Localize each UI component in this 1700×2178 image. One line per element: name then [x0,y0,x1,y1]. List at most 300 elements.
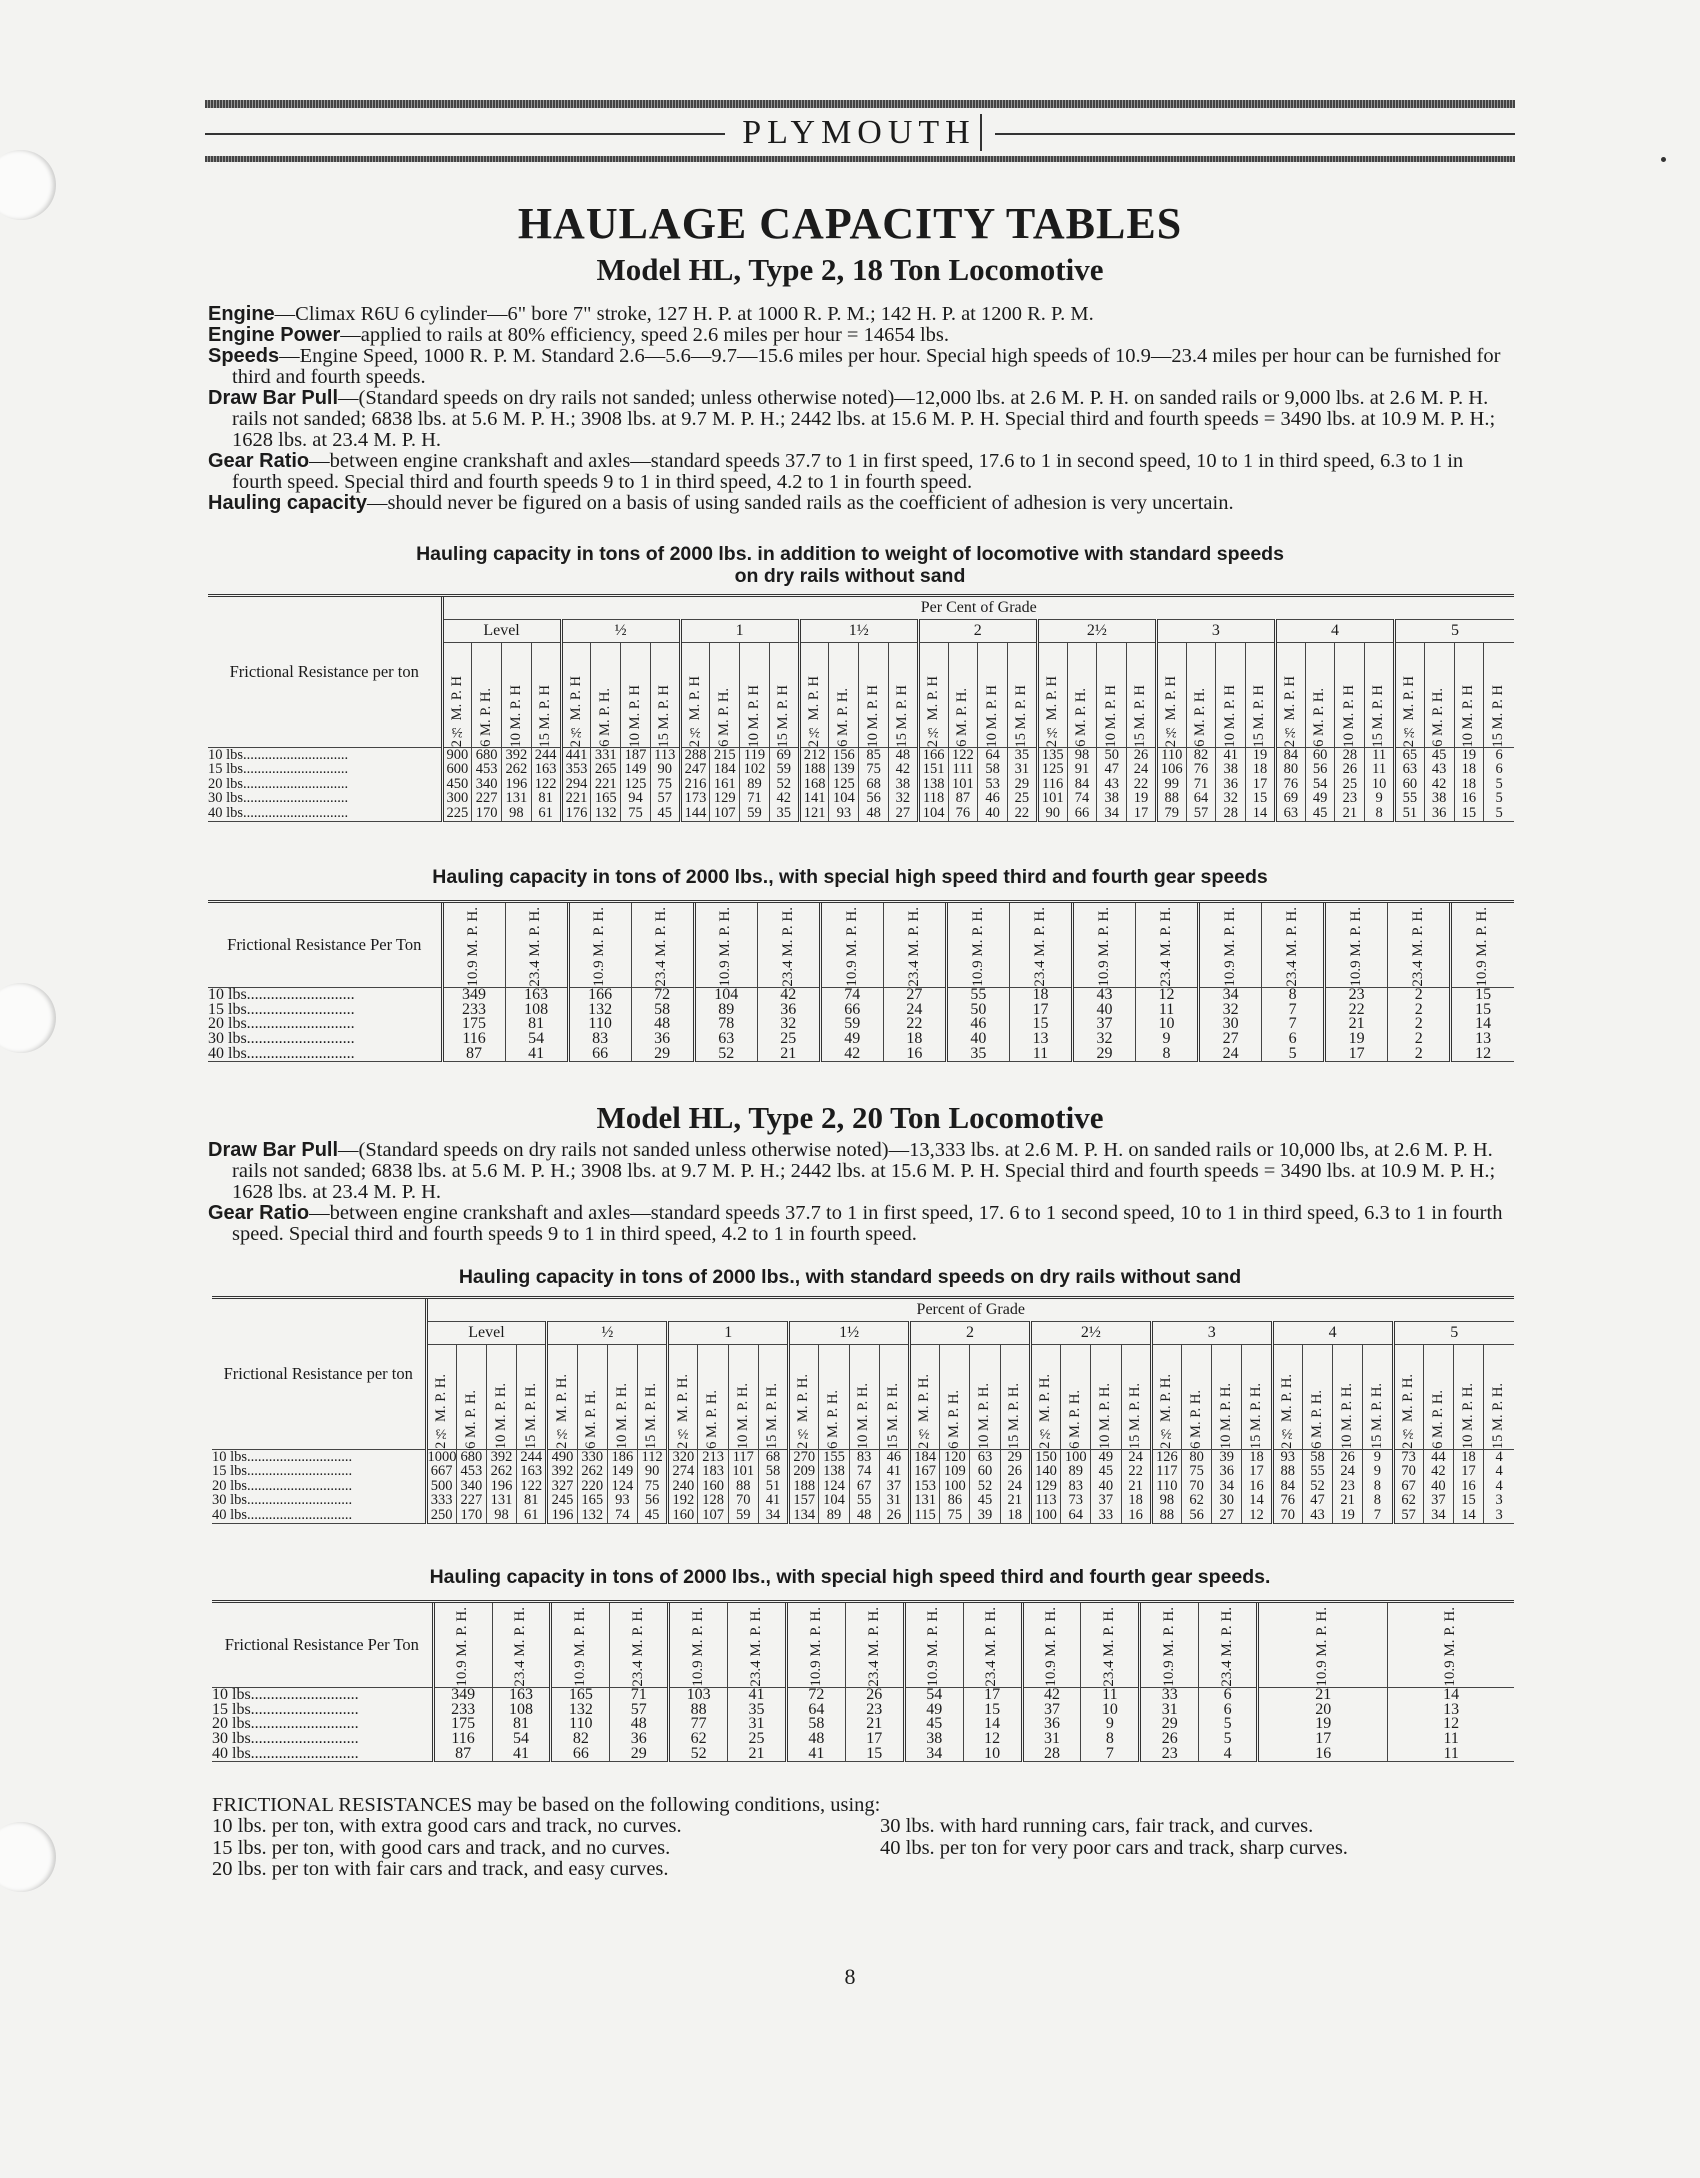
row-label: 30 lbs........................... [208,1030,355,1048]
table-cell: 19 [1325,1032,1388,1047]
table-cell: 16 [1242,1479,1272,1494]
table-cell: 6 [1199,1703,1258,1718]
table-cell: 188 [789,1479,819,1494]
table-cell: 170 [456,1508,486,1523]
table-cell: 36 [1212,1465,1242,1480]
table-cell: 83 [568,1032,631,1047]
table-cell: 46 [946,1017,1009,1032]
table-cell: 331 [591,748,621,763]
speed-header: 15 M. P. H. [758,1345,788,1450]
table-cell: 49 [820,1032,883,1047]
table-cell: 59 [820,1017,883,1032]
table-cell: 25 [1335,777,1365,792]
table-cell: 144 [680,806,710,821]
brand-name: PLYMOUTH [738,114,982,151]
table-cell: 600 [442,763,472,778]
table-cell: 149 [607,1465,637,1480]
table-cell: 10 [963,1746,1022,1761]
spec-paragraph [208,346,1514,388]
table-cell: 87 [442,1046,505,1061]
table-cell: 9 [1136,1032,1199,1047]
section-title: Model HL, Type 2, 18 Ton Locomotive [596,252,1104,287]
table-cell: 262 [502,763,532,778]
spec-label: Speeds [208,345,280,367]
table-cell: 89 [819,1508,849,1523]
table-cell: 74 [1067,792,1097,807]
table-cell: 26 [1127,748,1157,763]
table-cell: 76 [1186,763,1216,778]
table-cell: 680 [472,748,502,763]
table-cell: 21 [845,1717,904,1732]
table-cell: 42 [757,988,820,1003]
table-cell: 42 [888,763,918,778]
table-cell: 186 [607,1450,637,1465]
table-cell: 6 [1262,1032,1325,1047]
table-cell: 100 [1030,1508,1060,1523]
table-cell: 74 [849,1465,879,1480]
speed-header: 23.4 M. P. H. [1388,902,1451,988]
table-cell: 117 [1151,1465,1181,1480]
table-cell: 74 [820,988,883,1003]
table-cell: 35 [769,806,799,821]
table-cell: 75 [859,763,889,778]
speed-header: 10.9 M. P. H. [1199,902,1262,988]
table-cell: 59 [740,806,770,821]
page-number: 8 [844,1964,856,1989]
table-cell: 327 [547,1479,577,1494]
row-label: 10 lbs............................. [212,1450,426,1465]
table-cell: 29 [1000,1450,1030,1465]
table-cell: 19 [1127,792,1157,807]
table-cell: 83 [849,1450,879,1465]
table-cell: 13 [1009,1032,1072,1047]
table-cell: 109 [940,1465,970,1480]
speed-header: 23.4 M. P. H. [1081,1602,1140,1688]
speed-header: 23.4 M. P. H. [492,1602,551,1688]
table-cell: 490 [547,1450,577,1465]
table-row [212,1746,1514,1761]
table-cell: 294 [561,777,591,792]
table-cell: 135 [1037,748,1067,763]
spec-paragraphs [208,1140,1514,1245]
leader-dots: .......................... [254,1730,359,1748]
speed-header: 10.9 M. P. H. [568,902,631,988]
speed-header: 6 M. P. H. [698,1345,728,1450]
table-cell: 59 [769,763,799,778]
table-cell: 70 [728,1494,758,1509]
table-cell: 45 [970,1494,1000,1509]
table-cell: 192 [668,1494,698,1509]
table-cell: 64 [1186,792,1216,807]
table-cell: 12 [963,1732,1022,1747]
speed-header: 6 M. P. H. [1305,643,1335,748]
table-cell: 25 [1008,792,1038,807]
table-cell: 38 [1216,763,1246,778]
table-cell: 22 [1121,1465,1151,1480]
table-cell: 22 [1127,777,1157,792]
table-cell: 353 [561,763,591,778]
table-cell: 667 [426,1465,456,1480]
table-cell: 58 [1302,1450,1332,1465]
table-caption: Hauling capacity in tons of 2000 lbs., with special high speed third and fourth gear speeds [432,866,1268,888]
table-cell: 25 [728,1732,787,1747]
table-cell: 39 [1212,1450,1242,1465]
table-row [208,1046,1514,1061]
table-cell: 81 [505,1017,568,1032]
table-cell: 170 [472,806,502,821]
table-cell: 20 [1258,1703,1388,1718]
table-cell: 7 [1363,1508,1393,1523]
table-cell: 104 [829,792,859,807]
table-cell: 73 [1393,1450,1423,1465]
speed-header: 23.4 M. P. H. [1262,902,1325,988]
speed-header: 15 M. P. H. [1121,1345,1151,1450]
table-cell: 121 [799,806,829,821]
table-cell: 26 [845,1688,904,1703]
table-cell: 392 [502,748,532,763]
table-cell: 63 [1395,763,1425,778]
speed-header: 23.4 M. P. H. [1199,1602,1258,1688]
table-cell: 2 [1388,988,1451,1003]
row-label: 20 lbs........................... [212,1715,359,1733]
leader-dots: ............................ [250,1492,353,1509]
table-cell: 265 [591,763,621,778]
table-cell: 44 [1423,1450,1453,1465]
table-cell: 27 [888,806,918,821]
speed-header: 6 M. P. H. [1424,643,1454,748]
table-cell: 66 [568,1046,631,1061]
speed-header: 2⅔ M. P. H. [1272,1345,1302,1450]
table-cell: 38 [904,1732,963,1747]
table-cell: 64 [1061,1508,1091,1523]
table-cell: 160 [668,1508,698,1523]
speed-header: 15 M. P. H. [1363,1345,1393,1450]
speed-header: 2⅔ M. P. H. [1393,1345,1423,1450]
grade-label: 1½ [789,1322,910,1345]
table-cell: 61 [531,806,561,821]
table-cell: 9 [1365,792,1395,807]
table-cell: 104 [694,988,757,1003]
table-cell: 28 [1216,806,1246,821]
table-cell: 58 [758,1465,788,1480]
speed-header: 2⅔ M. P. H [680,643,710,748]
table-cell: 70 [1272,1508,1302,1523]
table-cell: 9 [1363,1450,1393,1465]
table-cell: 22 [1008,806,1038,821]
table-cell: 94 [621,792,651,807]
grade-label: 5 [1395,620,1515,643]
table-cell: 7 [1081,1746,1140,1761]
table-cell: 35 [946,1046,1009,1061]
table-cell: 37 [879,1479,909,1494]
speed-header: 23.4 M. P. H. [728,1602,787,1688]
table-cell: 5 [1484,777,1514,792]
table-cell: 88 [1151,1508,1181,1523]
table-cell: 18 [1454,763,1484,778]
table-cell: 12 [1451,1046,1514,1061]
table-cell: 240 [668,1479,698,1494]
table-cell: 22 [883,1017,946,1032]
row-label: 15 lbs............................. [212,1463,353,1480]
table-cell: 12 [1388,1717,1514,1732]
table-cell: 16 [1258,1746,1388,1761]
speed-header: 10 M. P. H [740,643,770,748]
table-cell: 184 [910,1450,940,1465]
condition-line: 15 lbs. per ton, with good cars and track, and no curves. [212,1836,671,1859]
table-cell: 500 [426,1479,456,1494]
leader-dots: .......................... [254,1700,359,1718]
speed-header: 10.9 M. P. H. [433,1602,492,1688]
table-cell: 14 [1246,806,1276,821]
speed-header: 2⅔ M. P. H [918,643,948,748]
table-cell: 41 [1216,748,1246,763]
table-cell: 2 [1388,1017,1451,1032]
table-cell: 88 [1156,792,1186,807]
table-cell: 9 [1363,1465,1393,1480]
speed-header: 15 M. P. H. [638,1345,668,1450]
haulage-table-standard-20t [212,1296,1514,1524]
table-cell: 27 [1212,1508,1242,1523]
table-cell: 4 [1484,1450,1514,1465]
grade-label: ½ [561,620,680,643]
speed-header: 10 M. P. H [621,643,651,748]
table-cell: 74 [607,1508,637,1523]
table-cell: 220 [577,1479,607,1494]
table-cell: 67 [849,1479,879,1494]
speed-header: 6 M. P. H. [819,1345,849,1450]
speed-header: 6 M. P. H. [1067,643,1097,748]
table-row [208,1017,1514,1032]
table-cell: 108 [505,1003,568,1018]
table-cell: 28 [1022,1746,1081,1761]
spec-text: —applied to rails at 80% efficiency, speed 2.6 miles per hour = 14654 lbs. [340,324,950,346]
condition-line: 30 lbs. with hard running cars, fair track, and curves. [880,1815,1314,1837]
speed-header: 10.9 M. P. H. [1451,902,1514,988]
table-cell: 48 [888,748,918,763]
speck [1661,157,1666,162]
table-cell: 48 [849,1508,879,1523]
table-cell: 98 [1151,1494,1181,1509]
grade-label: 3 [1156,620,1275,643]
grade-label: 4 [1275,620,1394,643]
table-cell: 42 [1424,777,1454,792]
table-cell: 75 [621,806,651,821]
table-cell: 10 [1136,1017,1199,1032]
table-cell: 88 [669,1703,728,1718]
table-cell: 8 [1365,806,1395,821]
table-cell: 49 [1091,1450,1121,1465]
table-cell: 64 [786,1703,845,1718]
table-cell: 36 [1424,806,1454,821]
table-cell: 151 [918,763,948,778]
table-cell: 42 [1423,1465,1453,1480]
table-cell: 45 [1091,1465,1121,1480]
speed-header: 15 M. P. H [769,643,799,748]
table-cell: 24 [1127,763,1157,778]
table-cell: 4 [1484,1479,1514,1494]
table-cell: 101 [948,777,978,792]
binder-hole [0,1822,56,1892]
table-cell: 29 [1008,777,1038,792]
grade-label: 5 [1393,1322,1514,1345]
table-row [208,988,1514,1003]
table-cell: 680 [456,1450,486,1465]
table-cell: 62 [669,1732,728,1747]
table-cell: 34 [1423,1508,1453,1523]
row-label: 20 lbs............................. [208,775,349,792]
table-cell: 31 [1140,1703,1199,1718]
table-cell: 29 [1072,1046,1135,1061]
table-cell: 89 [740,777,770,792]
table-cell: 103 [669,1688,728,1703]
table-cell: 131 [502,792,532,807]
spec-text: —(Standard speeds on dry rails not sanded unless otherwise noted)—13,333 lbs. at 2.6 M. P. H. on sanded rails or 10,000 lbs, at 2.6 M. P. H. rails not sanded; 6838 lbs. at 5.6 M. P. H.; 3908 lbs. at 9.7 M. P. H.; 2442 lbs. at 15.6 M. P. H. Special third and fourth speeds = 3490 lbs. at 10.9 M. P. H.; 1628 lbs. at 23.4 M. P. H. [232,1139,1496,1203]
table-cell: 54 [505,1032,568,1047]
table-cell: 66 [820,1003,883,1018]
speed-header: 10 M. P. H. [486,1345,516,1450]
table-cell: 117 [728,1450,758,1465]
table-cell: 32 [1199,1003,1262,1018]
table-cell: 29 [1140,1717,1199,1732]
grade-label: 2 [918,620,1037,643]
table-cell: 2 [1388,1032,1451,1047]
table-cell: 165 [577,1494,607,1509]
table-cell: 18 [1121,1494,1151,1509]
table-cell: 168 [799,777,829,792]
table-cell: 156 [829,748,859,763]
table-cell: 101 [728,1465,758,1480]
table-cell: 52 [669,1746,728,1761]
table-cell: 14 [1453,1508,1483,1523]
grade-label: 2½ [1037,620,1156,643]
table-row [212,1465,1514,1480]
table-cell: 23 [1333,1479,1363,1494]
table-cell: 132 [577,1508,607,1523]
table-cell: 17 [1246,777,1276,792]
leader-dots: ............................ [246,746,349,763]
condition-line: 40 lbs. per ton for very poor cars and track, sharp curves. [880,1836,1348,1859]
table-cell: 99 [1156,777,1186,792]
table-cell: 21 [757,1046,820,1061]
speed-header: 6 M. P. H. [1061,1345,1091,1450]
table-cell: 54 [904,1688,963,1703]
row-label: 40 lbs............................. [212,1508,426,1523]
table-cell: 40 [978,806,1008,821]
table-cell: 48 [786,1732,845,1747]
table-cell: 46 [978,792,1008,807]
table-cell: 16 [1121,1508,1151,1523]
table-cell: 40 [946,1032,1009,1047]
table-cell: 26 [1140,1732,1199,1747]
table-cell: 196 [486,1479,516,1494]
grade-header: Percent of Grade [426,1298,1514,1322]
leader-dots: .......................... [250,1015,355,1033]
spec-paragraph [208,1203,1514,1245]
table-cell: 98 [486,1508,516,1523]
table-cell: 76 [1272,1494,1302,1509]
table-cell: 18 [1242,1450,1272,1465]
table-cell: 126 [1151,1450,1181,1465]
speed-header: 15 M. P. H. [879,1345,909,1450]
table-cell: 45 [1424,748,1454,763]
speed-header: 6 M. P. H. [829,643,859,748]
row-label: 30 lbs............................. [212,1492,353,1509]
spec-text: —(Standard speeds on dry rails not sanded; unless otherwise noted)—12,000 lbs. at 2.6 M. P. H. on sanded rails or 9,000 lbs. at 2.6 M. P. H. rails not sanded; 6838 lbs. at 5.6 M. P. H.; 3908 lbs. at 9.7 M. P. H.; 2442 lbs. at 15.6 M. P. H. Special third and fourth speeds = 3490 lbs. at 10.9 M. P. H.; 1628 lbs. at 23.4 M. P. H. [232,387,1496,451]
table-cell: 70 [1181,1479,1211,1494]
table-cell: 221 [561,792,591,807]
table-cell: 134 [789,1508,819,1523]
table-cell: 5 [1199,1732,1258,1747]
row-label: 40 lbs........................... [212,1746,433,1761]
table-cell: 245 [547,1494,577,1509]
table-cell: 15 [1451,1003,1514,1018]
table-cell: 13 [1388,1703,1514,1718]
table-cell: 129 [710,792,740,807]
note-heading: FRICTIONAL RESISTANCES [212,1794,473,1816]
table-cell: 100 [1061,1450,1091,1465]
speed-header: 6 M. P. H. [1302,1345,1332,1450]
table-cell: 21 [1000,1494,1030,1509]
table-cell: 125 [1037,763,1067,778]
row-label: 10 lbs........................... [208,988,442,1003]
table-cell: 5 [1199,1717,1258,1732]
table-cell: 43 [1072,988,1135,1003]
speed-header: 10 M. P. H. [728,1345,758,1450]
table-cell: 52 [970,1479,1000,1494]
table-cell: 77 [669,1717,728,1732]
table-cell: 52 [1302,1479,1332,1494]
table-cell: 37 [1423,1494,1453,1509]
table-cell: 132 [591,806,621,821]
table-cell: 215 [710,748,740,763]
speed-header: 23.4 M. P. H. [845,1602,904,1688]
table-cell: 32 [1072,1032,1135,1047]
table-cell: 23 [845,1703,904,1718]
table-cell: 34 [904,1746,963,1761]
table-cell: 188 [799,763,829,778]
table-cell: 88 [1272,1465,1302,1480]
table-cell: 93 [829,806,859,821]
row-label: 15 lbs........................... [208,1000,355,1018]
table-cell: 5 [1484,792,1514,807]
table-cell: 175 [433,1717,492,1732]
table-cell: 125 [829,777,859,792]
row-label: 30 lbs........................... [212,1730,359,1748]
table-cell: 300 [442,792,472,807]
table-cell: 107 [710,806,740,821]
table-cell: 250 [426,1508,456,1523]
spec-paragraphs [208,304,1514,514]
table-cell: 89 [694,1003,757,1018]
table-cell: 45 [904,1717,963,1732]
leader-dots: ............................ [246,790,349,807]
speed-header: 15 M. P. H [1365,643,1395,748]
table-cell: 15 [963,1703,1022,1718]
table-cell: 18 [1246,763,1276,778]
table-cell: 113 [650,748,680,763]
speed-header: 23.4 M. P. H. [631,902,694,988]
table-cell: 49 [1305,792,1335,807]
speed-header: 10.9 M. P. H. [551,1602,610,1688]
table-cell: 19 [1333,1508,1363,1523]
table-cell: 163 [505,988,568,1003]
table-cell: 104 [819,1494,849,1509]
table-cell: 900 [442,748,472,763]
table-cell: 93 [1272,1450,1302,1465]
grade-label: ½ [547,1322,668,1345]
table-cell: 23 [1335,792,1365,807]
grade-label: 3 [1151,1322,1272,1345]
